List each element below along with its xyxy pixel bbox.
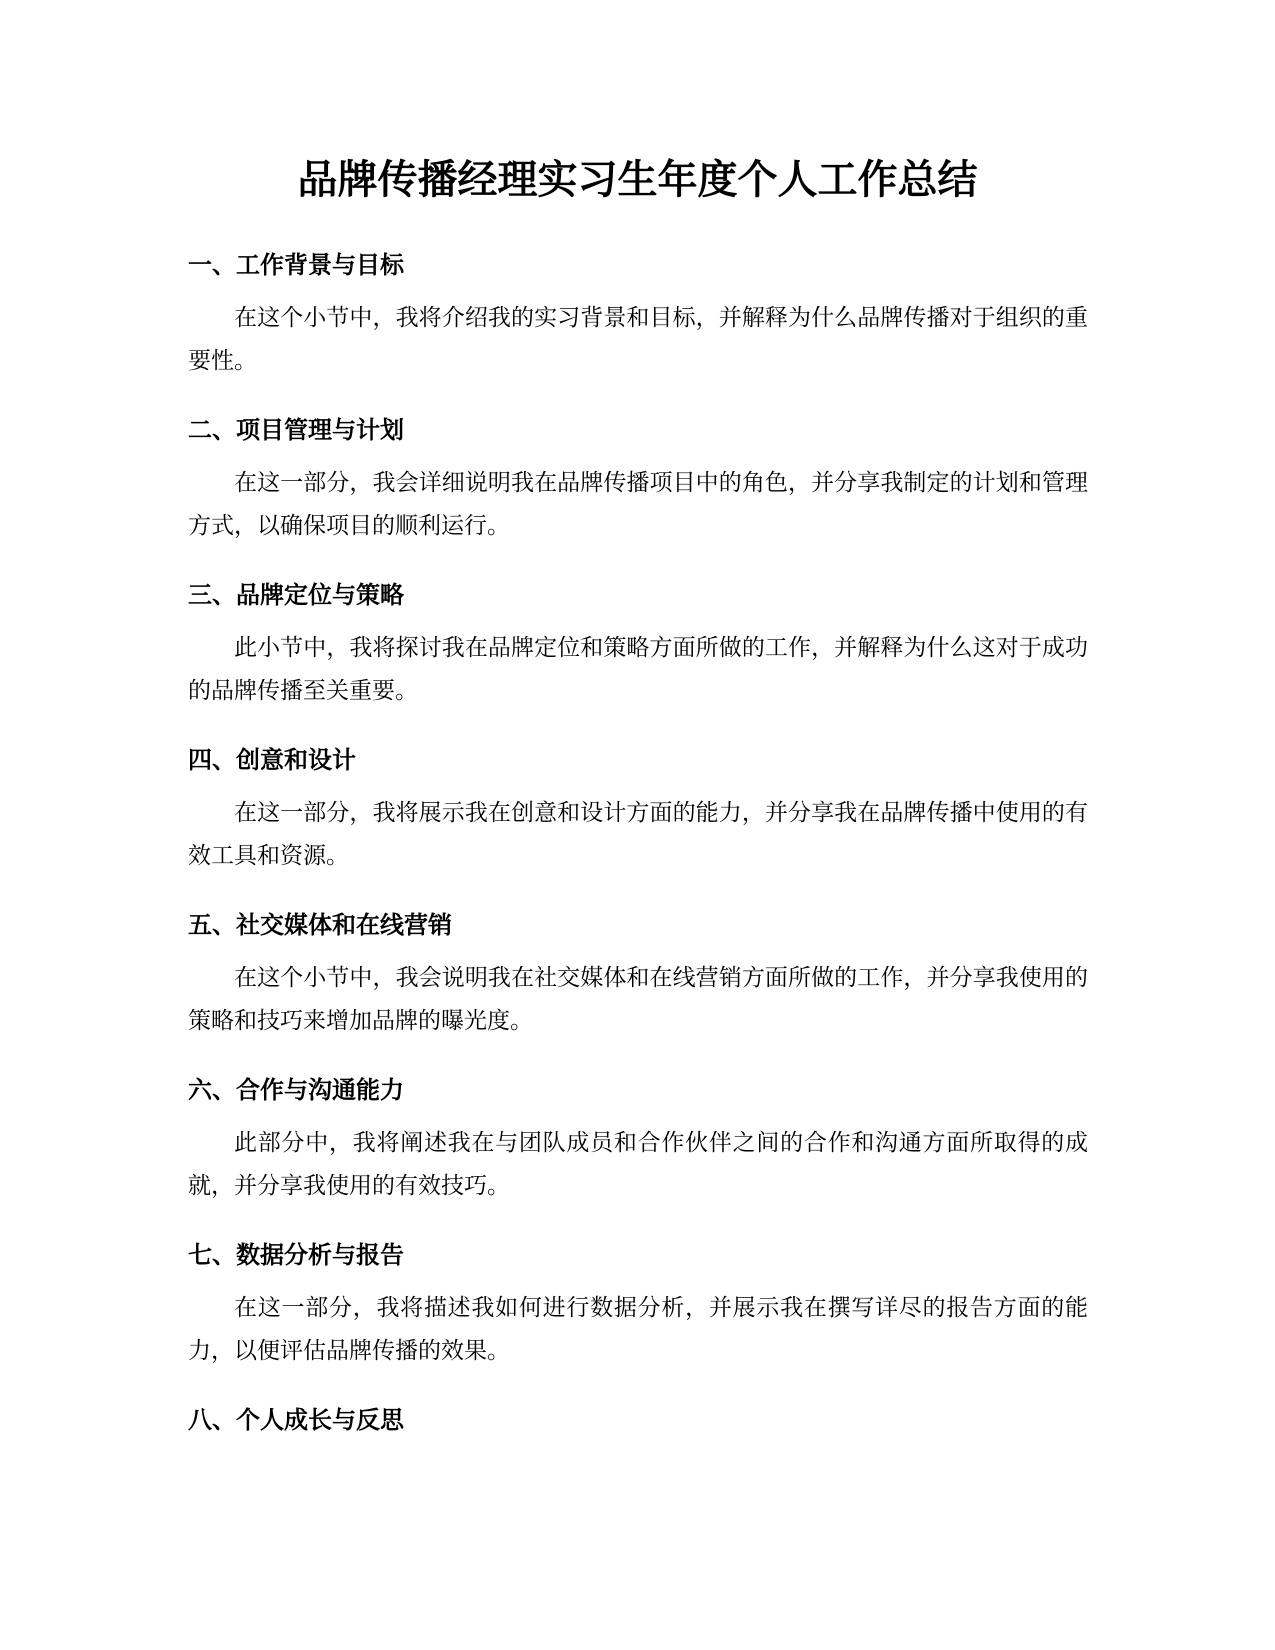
section-heading-8: 八、个人成长与反思: [188, 1406, 404, 1434]
section-heading-3: 三、品牌定位与策略: [188, 581, 404, 609]
section-body-6: 此部分中，我将阐述我在与团队成员和合作伙伴之间的合作和沟通方面所取得的成就，并分享我使用的有效技巧。: [188, 1130, 1088, 1199]
section-body-7: 在这一部分，我将描述我如何进行数据分析，并展示我在撰写详尽的报告方面的能力，以便评估品牌传播的效果。: [188, 1295, 1088, 1364]
section-body-3: 此小节中，我将探讨我在品牌定位和策略方面所做的工作，并解释为什么这对于成功的品牌传播至关重要。: [188, 635, 1088, 704]
section-body-5: 在这个小节中，我会说明我在社交媒体和在线营销方面所做的工作，并分享我使用的策略和技巧来增加品牌的曝光度。: [188, 965, 1088, 1034]
section-heading-7: 七、数据分析与报告: [188, 1241, 404, 1269]
section-heading-2: 二、项目管理与计划: [188, 416, 404, 444]
document-title: 品牌传播经理实习生年度个人工作总结: [297, 157, 978, 203]
section-heading-6: 六、合作与沟通能力: [188, 1076, 404, 1104]
section-heading-4: 四、创意和设计: [188, 746, 356, 774]
section-heading-1: 一、工作背景与目标: [188, 251, 404, 279]
section-body-1: 在这个小节中，我将介绍我的实习背景和目标，并解释为什么品牌传播对于组织的重要性。: [188, 305, 1088, 374]
section-body-2: 在这一部分，我会详细说明我在品牌传播项目中的角色，并分享我制定的计划和管理方式，以确保项目的顺利运行。: [188, 470, 1088, 539]
section-heading-5: 五、社交媒体和在线营销: [188, 911, 452, 939]
section-body-4: 在这一部分，我将展示我在创意和设计方面的能力，并分享我在品牌传播中使用的有效工具和资源。: [188, 800, 1088, 869]
